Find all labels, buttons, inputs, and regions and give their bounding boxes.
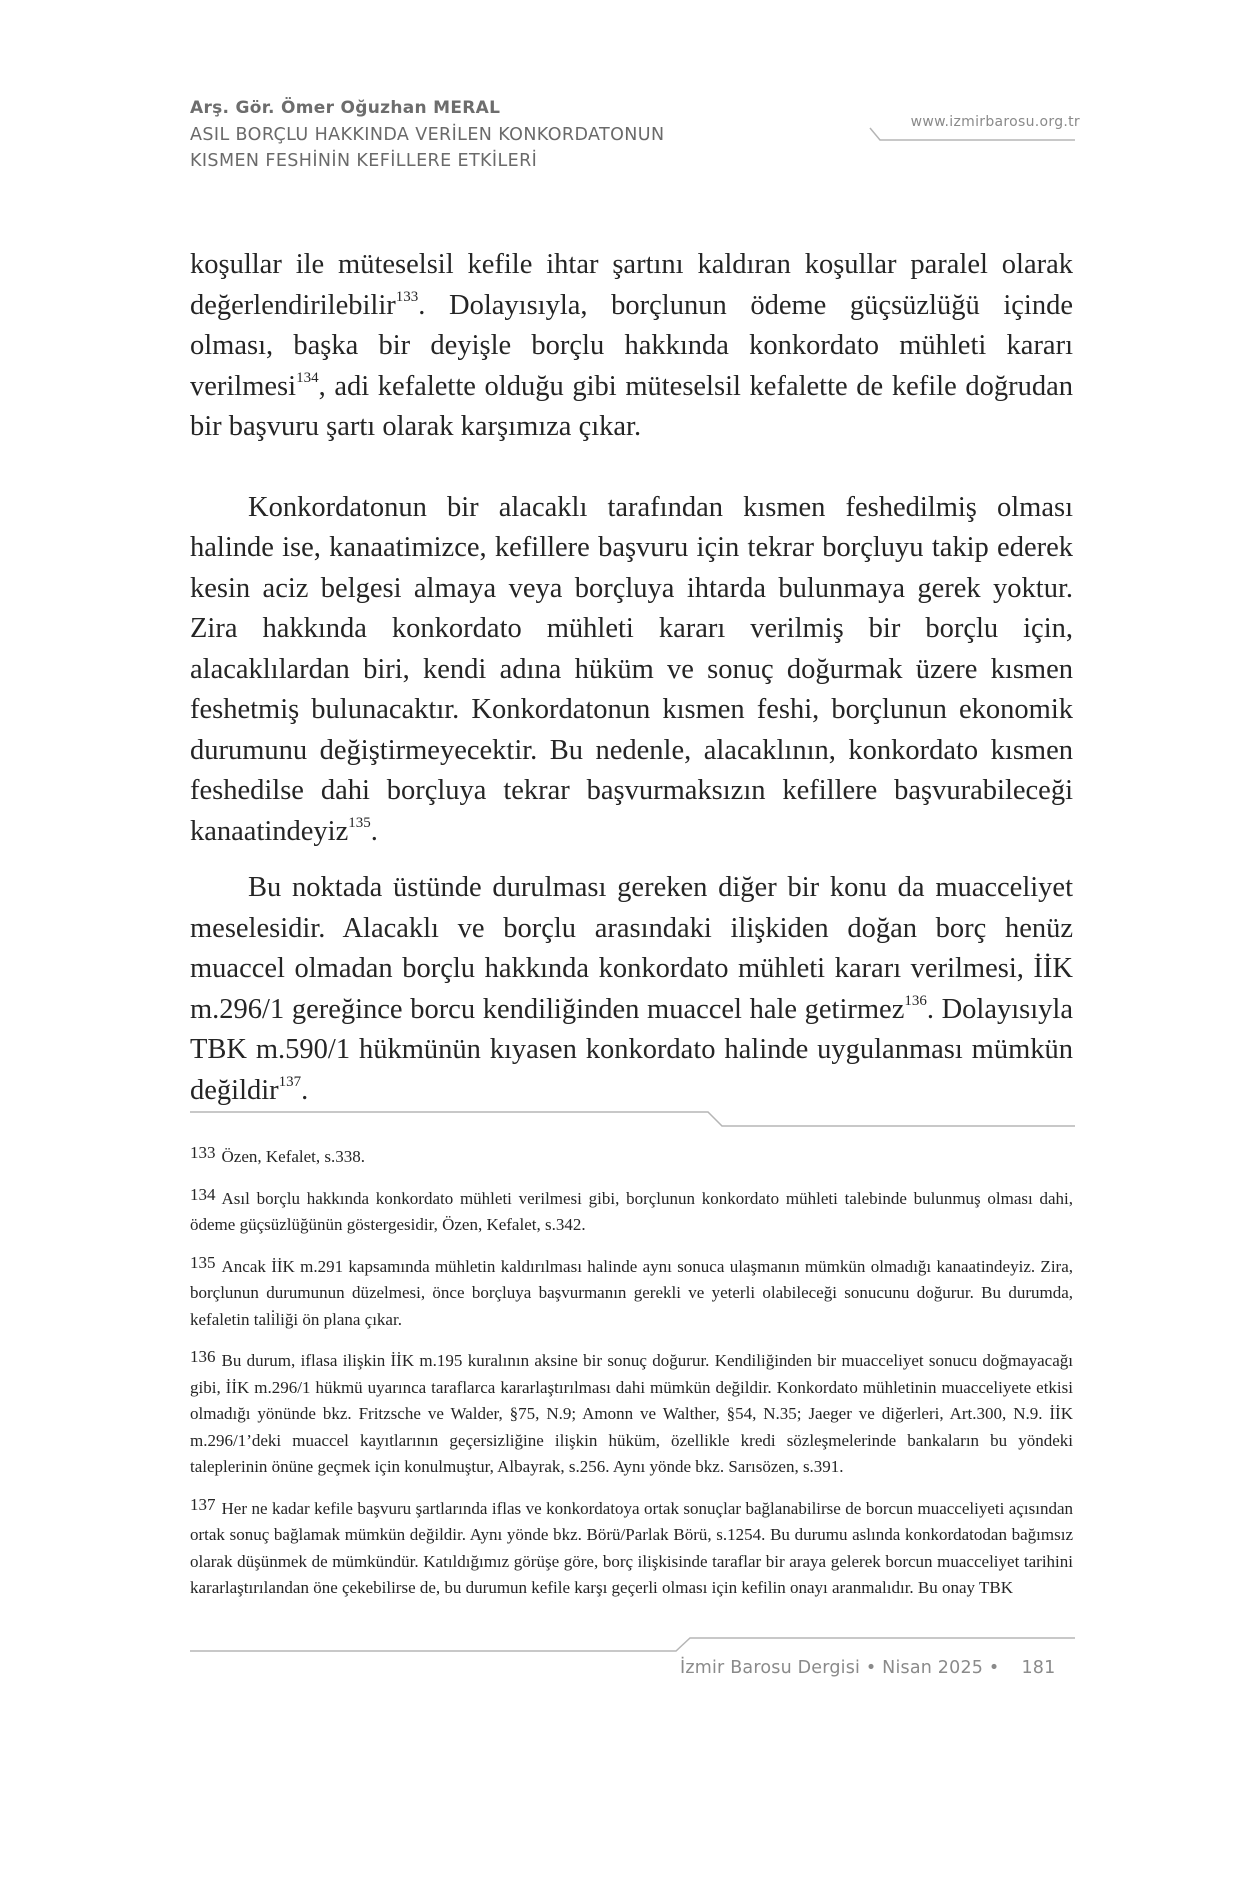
paragraph-1: [190, 245, 1073, 448]
footnote-text: Özen, Kefalet, s.338.: [221, 1147, 366, 1166]
footnote-ref-135: 135: [348, 814, 371, 831]
footnote-ref-133: 133: [395, 288, 419, 305]
footnote-text: Bu durum, iflasa ilişkin İİK m.195 kuralının aksine bir sonuç doğurur. Kendiliğinden bir muacceliyet sonucu doğmayacağı gibi, İİK m.296/1 hükmü uyarınca taraflarca kararlaştırılması dahi mümkün değildir. Konkordato mühletinin muacceliyete etkisi olmadığı yönünde bkz. Fritzsche ve Walder, §75, N.9; Amonn ve Walther, §54, N.35; Jaeger ve diğerleri, Art.300, N.9. İİK m.296/1’deki muaccel kayıtlarının geçersizliğine ilişkin hüküm, özellikle kredi sözleşmelerinde bankaların bu yöndeki taleplerinin önüne geçmek için konulmuştur, Albayrak, s.256. Aynı yönde bkz. Sarısözen, s.391.: [190, 1351, 1073, 1476]
text-run: Bu noktada üstünde durulması gereken diğer bir konu da muacceliyet meselesidir. Alacaklı ve borçlu arasındaki ilişkiden doğan borç henüz muaccel olmadan borçlu hakkında konkordato mühleti kararı verilmesi, İİK m.296/1 gereğince borcu kendiliğinden muaccel hale getirmez: [190, 872, 1073, 1025]
footnote-137: [190, 1492, 1073, 1602]
footer-rule: [190, 1638, 1075, 1651]
footnote-text: Asıl borçlu hakkında konkordato mühleti verilmesi gibi, borçlunun konkordato mühleti talebinde bulunmuş olması dahi, ödeme güçsüzlüğünün göstergesidir, Özen, Kefalet, s.342.: [190, 1188, 1073, 1234]
footnote-134: [190, 1182, 1073, 1239]
running-footer: [680, 1658, 1055, 1678]
main-text: [190, 245, 1073, 1111]
journal-name: İzmir Barosu Dergisi • Nisan 2025 •: [680, 1658, 1000, 1678]
footnote-133: [190, 1140, 1073, 1171]
text-run: . Dolayısıyla, borçlunun ödeme güçsüzlüğü içinde olması, başka bir deyişle borçlu hakkında konkordato mühleti kararı verilmesi: [190, 289, 1073, 402]
footnote-number: 136: [190, 1347, 216, 1366]
footnote-text: Ancak İİK m.291 kapsamında mühletin kaldırılması halinde aynı sonuca ulaşmanın mümkün olmadığı kanaatindeyiz. Zira, borçlunun durumunun düzelmesi, önce borçluya başvurmanın gerekli ve yeterli olabileceği sonucunu doğurur. Bu durumda, kefaletin tali̇liği ön plana çıkar.: [190, 1256, 1073, 1329]
footnote-number: 135: [190, 1252, 216, 1272]
article-title-line-2: KISMEN FESHİNİN KEFİLLERE ETKİLERİ: [190, 151, 538, 171]
footnotes: [190, 1140, 1073, 1613]
text-run: koşullar ile müteselsil kefile ihtar şartını kaldıran koşullar paralel olarak değerlendirilebilir: [190, 249, 1073, 321]
text-run: .: [370, 815, 378, 847]
running-header: [190, 98, 1080, 174]
footnote-ref-137: 137: [278, 1073, 302, 1090]
paragraph-2: [190, 488, 1073, 853]
website-url: www.izmirbarosu.org.tr: [910, 114, 1080, 130]
text-run: Konkordatonun bir alacaklı tarafından kısmen feshedilmiş olması halinde ise, kanaatimizce, kefillere başvuru için tekrar borçluyu takip ederek kesin aciz belgesi almaya veya borçluya ihtarda bulunmaya gerek yoktur. Zira hakkında konkordato mühleti kararı verilmiş bir borçlu için, alacaklılardan biri, kendi adına hüküm ve sonuç doğurmak üzere kısmen feshetmiş bulunacaktır. Konkordatonun kısmen feshi, borçlunun ekonomik durumunu değiştirmeyecektir. Bu nedenle, alacaklının, konkordato kısmen feshedilse dahi borçluya tekrar başvurmaksızın kefillere başvurabileceği kanaatindeyiz: [190, 491, 1073, 847]
text-run: , adi kefalette olduğu gibi müteselsil kefalette de kefile doğrudan bir başvuru şartı olarak karşımıza çıkar.: [190, 370, 1073, 442]
footnote-number: 137: [190, 1494, 216, 1514]
footnote-separator: [190, 1112, 1075, 1126]
text-run: .: [301, 1074, 309, 1106]
footnote-text: Her ne kadar kefile başvuru şartlarında iflas ve konkordatoya ortak sonuçlar bağlanabilirse de borcun muacceliyeti açısından ortak sonuç bağlamak mümkün değildir. Aynı yönde bkz. Börü/Parlak Börü, s.1254. Bu durumu aslında konkordatodan bağımsız olarak düşünmek de mümkündür. Katıldığımız görüşe göre, borç ilişkisinde taraflar bir araya gelerek borcun muacceliyet tarihini kararlaştırılandan öne çekebilirse de, bu durumun kefile karşı geçerli olması için kefilin onayı aranmalıdır. Bu onay TBK: [190, 1498, 1073, 1597]
footnote-ref-134: 134: [296, 369, 319, 386]
footnote-136: [190, 1344, 1073, 1481]
page-number: 181: [1021, 1658, 1056, 1678]
footnote-ref-136: 136: [904, 992, 927, 1009]
paragraph-3: [190, 868, 1073, 1111]
footnote-number: 133: [190, 1143, 216, 1162]
footnote-number: 134: [190, 1184, 216, 1204]
article-title-line-1: ASIL BORÇLU HAKKINDA VERİLEN KONKORDATONUN: [190, 125, 665, 145]
footnote-135: [190, 1250, 1073, 1334]
text-run: . Dolayısıyla TBK m.590/1 hükmünün kıyasen konkordato halinde uygulanması mümkün değildir: [190, 993, 1073, 1106]
author-name: Arş. Gör. Ömer Oğuzhan MERAL: [190, 98, 501, 118]
